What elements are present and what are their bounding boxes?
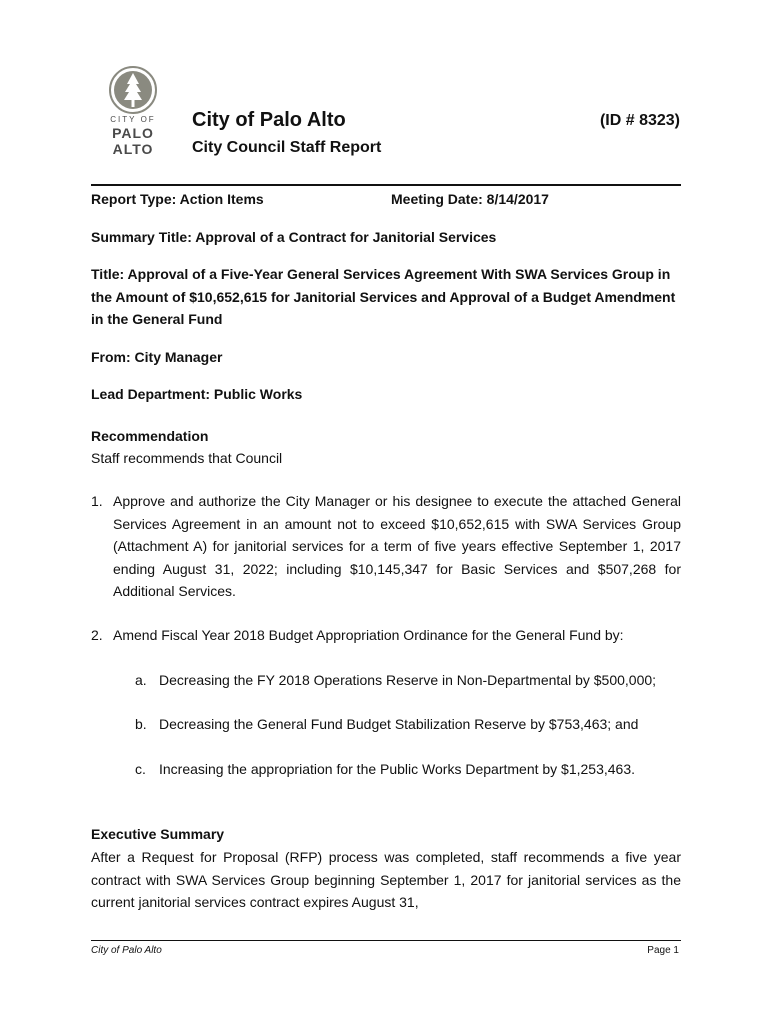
logo-alto-text: ALTO (112, 141, 154, 157)
summary-title: Summary Title: Approval of a Contract for Janitorial Services (91, 229, 497, 245)
list-item-number: 2. (91, 627, 103, 643)
meeting-date: Meeting Date: 8/14/2017 (391, 191, 549, 207)
list-item-number: 1. (91, 493, 103, 509)
footer-organization: City of Palo Alto (91, 945, 162, 956)
from-line: From: City Manager (91, 349, 223, 365)
page-number: Page 1 (647, 945, 679, 956)
recommendation-heading: Recommendation (91, 428, 209, 444)
sub-list-item-letter: c. (135, 761, 146, 777)
page-title: City of Palo Alto (192, 109, 346, 131)
report-id: (ID # 8323) (599, 112, 680, 129)
report-type: Report Type: Action Items (91, 191, 264, 207)
lead-department: Lead Department: Public Works (91, 386, 303, 402)
header-divider (91, 184, 681, 186)
sub-list-item-letter: a. (135, 672, 147, 688)
city-logo (106, 66, 160, 160)
tree-seal-icon (106, 66, 160, 116)
list-item-text: Approve and authorize the City Manager or his designee to execute the attached General Services Agreement in an amount not to exceed $10,652,615 with SWA Services Group (Attachment A) for janitorial services for a term of five years effective September 1, 2017 ending August 31, 2022; including $10,145,347 for Basic Services and $507,268 for Additional Services. (113, 493, 681, 599)
executive-summary-text: After a Request for Proposal (RFP) process was completed, staff recommends a five year contract with SWA Services Group beginning September 1, 2017 for janitorial services as the current janitorial services contract expires August 31, (91, 849, 681, 910)
sub-list-item-text: Decreasing the General Fund Budget Stabilization Reserve by $753,463; and (159, 716, 639, 732)
sub-list-item-letter: b. (135, 716, 147, 732)
sub-list-item-text: Decreasing the FY 2018 Operations Reserve in Non-Departmental by $500,000; (159, 672, 657, 688)
recommendation-intro: Staff recommends that Council (91, 450, 283, 466)
executive-summary-heading: Executive Summary (91, 826, 225, 842)
list-item-text: Amend Fiscal Year 2018 Budget Appropriation Ordinance for the General Fund by: (113, 627, 624, 643)
footer-divider (91, 940, 681, 941)
report-title: Title: Approval of a Five-Year General Services Agreement With SWA Services Group in the Amount of $10,652,615 for Janitorial Services and Approval of a Budget Amendment in the General Fund (91, 266, 676, 327)
logo-city-of-text: CITY OF (110, 115, 156, 124)
page-subtitle: City Council Staff Report (192, 139, 382, 156)
sub-list-item-text: Increasing the appropriation for the Public Works Department by $1,253,463. (159, 761, 636, 777)
logo-palo-text: PALO (112, 125, 154, 141)
